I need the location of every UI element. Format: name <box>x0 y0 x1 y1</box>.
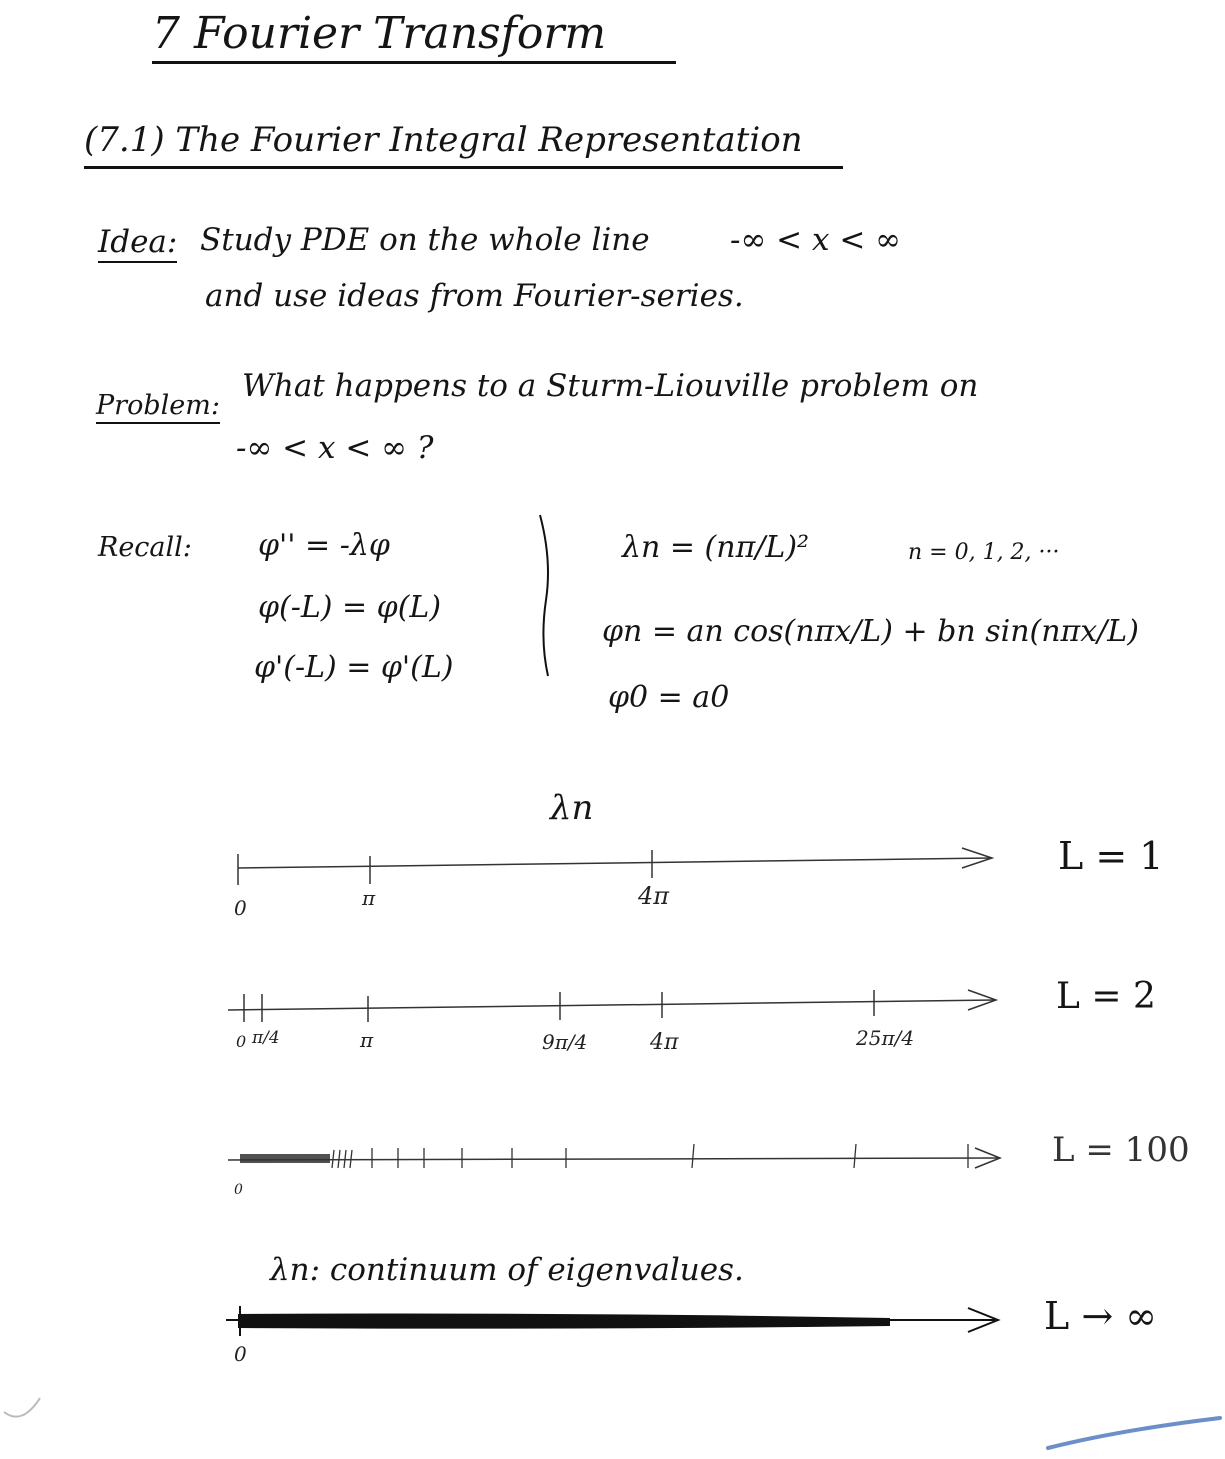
continuum-text: λn: continuum of eigenvalues. <box>270 1252 744 1288</box>
n-values: n = 0, 1, 2, ··· <box>908 540 1060 565</box>
recall-eq1: φ'' = -λφ <box>258 528 390 563</box>
tick-label: 4π <box>650 1030 679 1055</box>
tick-label: 0 <box>234 1342 247 1366</box>
tick-label: 0 <box>234 1182 243 1198</box>
idea-line2: and use ideas from Fourier-series. <box>205 278 744 314</box>
recall-eq2: φ(-L) = φ(L) <box>258 590 442 625</box>
page-title: 7 Fourier Transform <box>152 8 676 64</box>
continuum-line <box>226 1306 998 1336</box>
axis-title: λn <box>550 788 594 828</box>
number-line-l1 <box>238 848 992 885</box>
problem-label: Problem: <box>96 390 220 424</box>
tick-label: 25π/4 <box>856 1026 915 1050</box>
idea-line1: Study PDE on the whole line <box>200 222 650 258</box>
problem-line1: What happens to a Sturm-Liouville problem on <box>242 368 979 404</box>
eigenfunction-formula: φn = an cos(nπx/L) + bn sin(nπx/L) <box>602 614 1139 649</box>
tick-label: π <box>360 1028 374 1052</box>
case-label: L = 100 <box>1052 1130 1190 1170</box>
page-mark <box>4 1398 40 1417</box>
number-line-l2 <box>228 990 996 1022</box>
section-heading: (7.1) The Fourier Integral Representation <box>84 120 843 169</box>
case-label: L = 1 <box>1058 834 1164 878</box>
tick-label: π <box>362 886 376 910</box>
pen-stroke <box>1048 1418 1220 1448</box>
idea-label: Idea: <box>98 224 177 263</box>
eigenfunction-zero: φ0 = a0 <box>608 680 730 715</box>
case-label: L = 2 <box>1056 976 1156 1017</box>
recall-label: Recall: <box>98 532 192 563</box>
tick-label: 9π/4 <box>542 1030 588 1054</box>
tick-label: 0 <box>234 896 247 920</box>
tick-label: 0 <box>236 1032 247 1051</box>
number-line-l100 <box>228 1144 1000 1168</box>
eigenvalue-formula: λn = (nπ/L)² <box>622 530 810 565</box>
idea-range: -∞ < x < ∞ <box>730 222 901 258</box>
tick-label: 4π <box>638 882 670 910</box>
problem-line2: -∞ < x < ∞ ? <box>236 430 434 466</box>
bracket <box>540 515 548 676</box>
case-label: L → ∞ <box>1044 1294 1157 1338</box>
recall-eq3: φ'(-L) = φ'(L) <box>254 650 454 685</box>
tick-label: π/4 <box>252 1028 280 1048</box>
